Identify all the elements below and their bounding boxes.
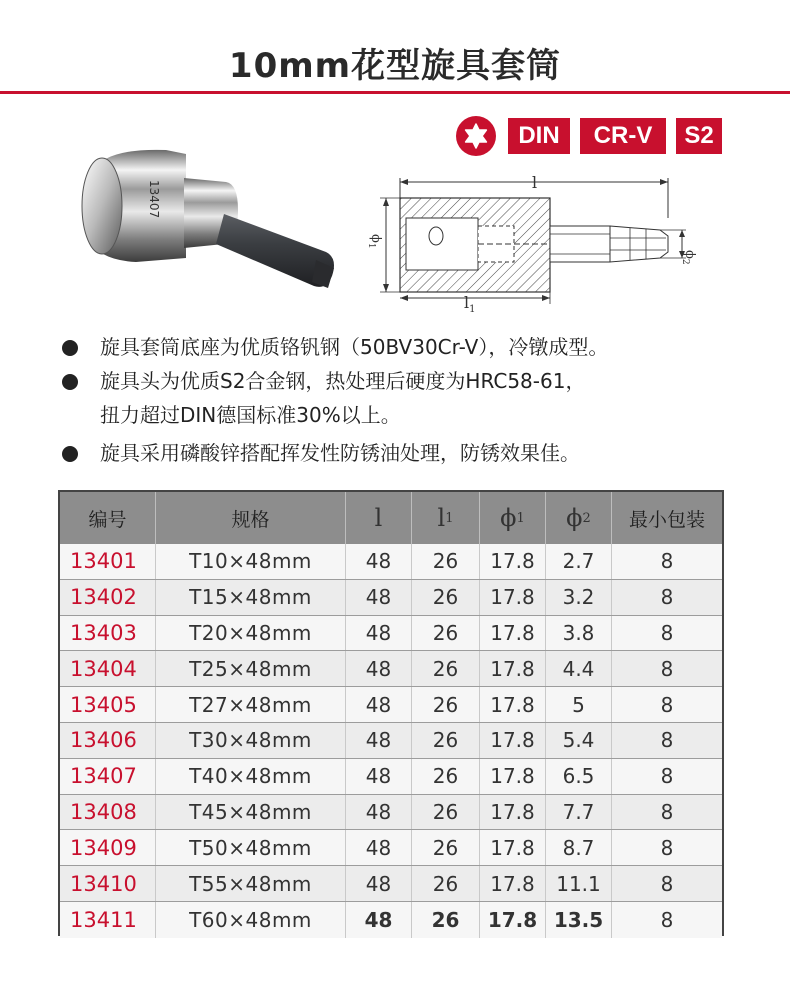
cell-qty: 8 bbox=[660, 585, 674, 610]
cell-l1: 26 bbox=[412, 830, 480, 865]
cell-l: 48 bbox=[346, 544, 412, 579]
cell-phi1: 17.8 bbox=[480, 651, 546, 686]
bullet-dot-icon bbox=[62, 340, 78, 356]
table-row bbox=[60, 651, 722, 687]
cell-code: 13410 bbox=[60, 866, 156, 901]
cell-phi2: 2.7 bbox=[546, 544, 612, 579]
cell-phi2: 4.4 bbox=[546, 651, 612, 686]
cell-l: 48 bbox=[346, 616, 412, 651]
cell-qty: 8 bbox=[660, 620, 674, 645]
cell-code: 13404 bbox=[60, 651, 156, 686]
cell-code: 13407 bbox=[60, 759, 156, 794]
cell-spec: T45×48mm bbox=[156, 795, 346, 830]
cell-qty: 8 bbox=[660, 871, 674, 896]
bullet-dot-icon bbox=[62, 374, 78, 390]
din-badge: DIN bbox=[508, 118, 570, 154]
cell-code: 13403 bbox=[60, 616, 156, 651]
cell-spec: T30×48mm bbox=[156, 723, 346, 758]
feature-text: 旋具头为优质S2合金钢，热处理后硬度为HRC58-61， bbox=[100, 369, 586, 393]
cell-phi1: 17.8 bbox=[480, 795, 546, 830]
badge-row bbox=[456, 116, 732, 156]
cell-phi2: 13.5 bbox=[546, 902, 612, 938]
cell-spec: T15×48mm bbox=[156, 580, 346, 615]
cell-l: 48 bbox=[346, 651, 412, 686]
table-row bbox=[60, 902, 722, 938]
dim-phi2-label: $\phi_2$ bbox=[680, 250, 697, 265]
cell-l1: 26 bbox=[412, 759, 480, 794]
cell-phi1: 17.8 bbox=[480, 687, 546, 722]
cell-code: 13409 bbox=[60, 830, 156, 865]
technical-drawing bbox=[360, 170, 710, 320]
cell-l: 48 bbox=[346, 687, 412, 722]
cell-phi2: 5.4 bbox=[546, 723, 612, 758]
cell-l1: 26 bbox=[412, 723, 480, 758]
cell-phi2: 7.7 bbox=[546, 795, 612, 830]
cell-l1: 26 bbox=[412, 616, 480, 651]
header-phi1: ϕ 1 bbox=[480, 492, 546, 544]
cell-qty: 8 bbox=[660, 728, 674, 753]
header-phi2: ϕ 2 bbox=[546, 492, 612, 544]
table-row bbox=[60, 687, 722, 723]
cell-phi1: 17.8 bbox=[480, 902, 546, 938]
s2-badge: S2 bbox=[676, 118, 722, 154]
bullet-dot-icon bbox=[62, 446, 78, 462]
dim-l-label: l bbox=[532, 173, 538, 192]
cell-l: 48 bbox=[346, 723, 412, 758]
table-row bbox=[60, 616, 722, 652]
feature-text: 旋具套筒底座为优质铬钒钢（50BV30Cr-V），冷镦成型。 bbox=[100, 335, 609, 359]
socket-engraving: 13407 bbox=[147, 180, 161, 219]
cell-spec: T40×48mm bbox=[156, 759, 346, 794]
cell-phi1: 17.8 bbox=[480, 580, 546, 615]
cell-l1: 26 bbox=[412, 902, 480, 938]
cell-phi2: 3.2 bbox=[546, 580, 612, 615]
cell-code: 13402 bbox=[60, 580, 156, 615]
cell-spec: T10×48mm bbox=[156, 544, 346, 579]
header-qty: 最小包装 bbox=[628, 508, 705, 531]
header-spec: 规格 bbox=[156, 492, 346, 544]
cell-l1: 26 bbox=[412, 687, 480, 722]
cell-phi1: 17.8 bbox=[480, 544, 546, 579]
cell-code: 13405 bbox=[60, 687, 156, 722]
cell-qty: 8 bbox=[660, 835, 674, 860]
title-divider bbox=[0, 91, 790, 94]
cell-spec: T27×48mm bbox=[156, 687, 346, 722]
torx-star-icon bbox=[456, 116, 496, 156]
crv-badge: CR-V bbox=[580, 118, 666, 154]
cell-qty: 8 bbox=[660, 549, 674, 574]
cell-phi2: 5 bbox=[546, 687, 612, 722]
dim-l1-label: $l_1$ bbox=[464, 293, 476, 315]
table-row bbox=[60, 866, 722, 902]
cell-qty: 8 bbox=[660, 764, 674, 789]
cell-phi2: 3.8 bbox=[546, 616, 612, 651]
cell-phi2: 11.1 bbox=[546, 866, 612, 901]
cell-phi1: 17.8 bbox=[480, 866, 546, 901]
header-code: 编号 bbox=[60, 492, 156, 544]
cell-l1: 26 bbox=[412, 795, 480, 830]
product-photo bbox=[76, 140, 346, 310]
table-row bbox=[60, 723, 722, 759]
cell-code: 13408 bbox=[60, 795, 156, 830]
feature-list bbox=[62, 330, 762, 470]
cell-code: 13401 bbox=[60, 544, 156, 579]
cell-phi2: 6.5 bbox=[546, 759, 612, 794]
cell-spec: T50×48mm bbox=[156, 830, 346, 865]
table-row bbox=[60, 795, 722, 831]
cell-spec: T25×48mm bbox=[156, 651, 346, 686]
feature-item bbox=[62, 364, 762, 432]
cell-l: 48 bbox=[346, 866, 412, 901]
cell-l: 48 bbox=[346, 830, 412, 865]
cell-l: 48 bbox=[346, 795, 412, 830]
table-header bbox=[60, 492, 722, 544]
cell-l: 48 bbox=[346, 902, 412, 938]
cell-qty: 8 bbox=[660, 656, 674, 681]
cell-l1: 26 bbox=[412, 580, 480, 615]
dim-phi1-label: $\phi_1$ bbox=[366, 234, 383, 249]
table-row bbox=[60, 759, 722, 795]
cell-l1: 26 bbox=[412, 866, 480, 901]
cell-l: 48 bbox=[346, 580, 412, 615]
feature-item bbox=[62, 436, 762, 470]
cell-phi1: 17.8 bbox=[480, 616, 546, 651]
header-l: l bbox=[346, 492, 412, 544]
feature-text: 旋具采用磷酸锌搭配挥发性防锈油处理，防锈效果佳。 bbox=[100, 441, 580, 465]
cell-l: 48 bbox=[346, 759, 412, 794]
spec-table bbox=[58, 490, 724, 936]
cell-spec: T60×48mm bbox=[156, 902, 346, 938]
cell-phi1: 17.8 bbox=[480, 723, 546, 758]
cell-spec: T55×48mm bbox=[156, 866, 346, 901]
table-body bbox=[60, 544, 722, 938]
cell-code: 13406 bbox=[60, 723, 156, 758]
feature-text: 扭力超过DIN德国标准30%以上。 bbox=[100, 403, 401, 427]
cell-phi1: 17.8 bbox=[480, 759, 546, 794]
cell-qty: 8 bbox=[660, 799, 674, 824]
cell-qty: 8 bbox=[660, 907, 674, 932]
cell-qty: 8 bbox=[660, 692, 674, 717]
page-title: 10mm花型旋具套筒 bbox=[228, 46, 562, 86]
header-l1: l 1 bbox=[412, 492, 480, 544]
cell-code: 13411 bbox=[60, 902, 156, 938]
table-row bbox=[60, 580, 722, 616]
feature-item bbox=[62, 330, 762, 364]
table-row bbox=[60, 830, 722, 866]
cell-l1: 26 bbox=[412, 544, 480, 579]
cell-phi1: 17.8 bbox=[480, 830, 546, 865]
cell-phi2: 8.7 bbox=[546, 830, 612, 865]
table-row bbox=[60, 544, 722, 580]
cell-spec: T20×48mm bbox=[156, 616, 346, 651]
cell-l1: 26 bbox=[412, 651, 480, 686]
